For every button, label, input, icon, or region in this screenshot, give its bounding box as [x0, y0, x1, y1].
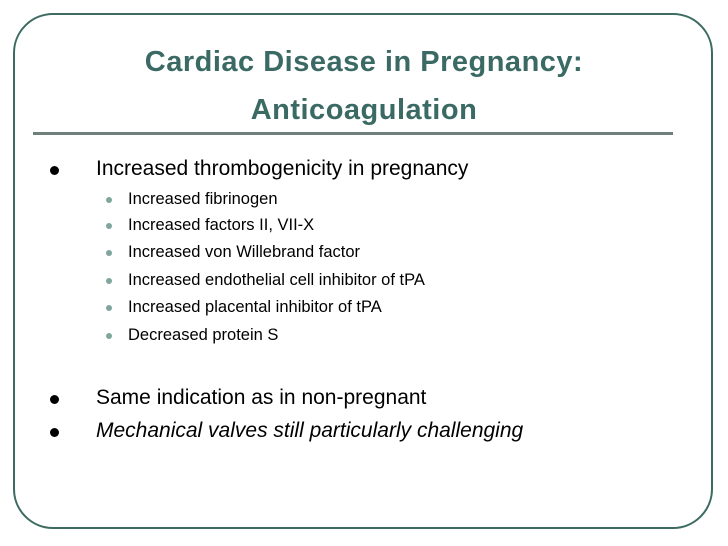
sub-bullet-text: Increased fibrinogen: [128, 190, 278, 208]
sub-bullet-text: Decreased protein S: [128, 326, 279, 344]
sub-bullet-item: [106, 326, 606, 346]
sub-bullet-dot: [106, 333, 112, 339]
bullet-item: [50, 419, 650, 445]
slide-title: [0, 38, 728, 134]
bullet-dot: [50, 166, 59, 175]
bullet-dot: [50, 395, 59, 404]
bullet-item: [50, 157, 650, 183]
bullet-text: Same indication as in non-pregnant: [96, 386, 427, 409]
bullet-text: Increased thrombogenicity in pregnancy: [96, 157, 469, 180]
sub-bullet-dot: [106, 197, 112, 203]
sub-bullet-text: Increased von Willebrand factor: [128, 243, 361, 261]
title-line-2: Anticoagulation: [250, 94, 478, 126]
sub-bullet-item: [106, 298, 606, 318]
sub-bullet-text: Increased factors II, VII-X: [128, 216, 315, 234]
bullet-item: [50, 386, 650, 412]
title-line-1: Cardiac Disease in Pregnancy:: [144, 46, 584, 78]
sub-bullet-dot: [106, 223, 112, 229]
sub-bullet-dot: [106, 278, 112, 284]
sub-bullet-item: [106, 243, 606, 263]
sub-bullet-item: [106, 271, 606, 291]
sub-bullet-dot: [106, 250, 112, 256]
sub-bullet-text: Increased placental inhibitor of tPA: [128, 298, 382, 316]
bullet-text: Mechanical valves still particularly challenging: [96, 419, 524, 442]
bullet-dot: [50, 428, 59, 437]
title-divider: [33, 132, 673, 135]
sub-bullet-text: Increased endothelial cell inhibitor of tPA: [128, 271, 425, 289]
sub-bullet-dot: [106, 305, 112, 311]
sub-bullet-item: [106, 190, 606, 210]
sub-bullet-item: [106, 216, 606, 236]
